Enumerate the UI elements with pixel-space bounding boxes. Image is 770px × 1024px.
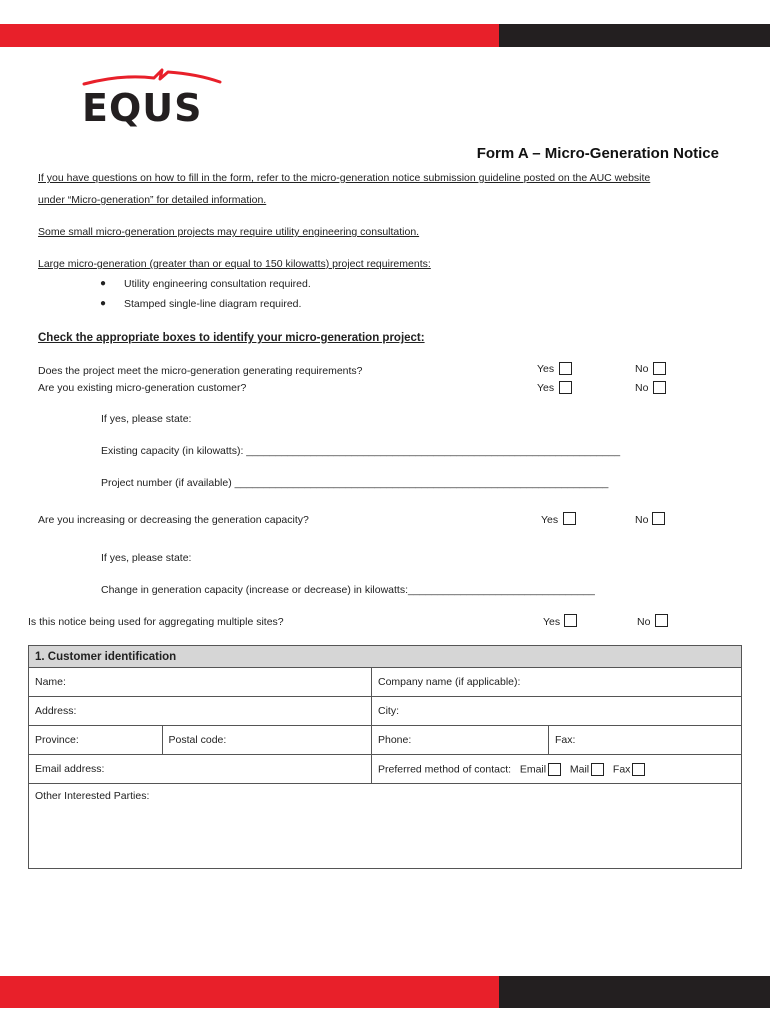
company-name-field[interactable]: Company name (if applicable):: [372, 668, 742, 697]
logo-text: EQUS: [82, 86, 203, 130]
intro-line-2: under “Micro-generation” for detailed information.: [38, 194, 267, 206]
if-yes-label-1: If yes, please state:: [101, 413, 192, 425]
contact-fax-checkbox[interactable]: [632, 763, 645, 776]
q1-no-label: No: [635, 363, 649, 375]
bullet-item-2: Stamped single-line diagram required.: [124, 298, 302, 310]
question-requirements: Does the project meet the micro-generation generating requirements?: [38, 365, 363, 377]
bullet-icon: ●: [100, 298, 107, 309]
q1-yes-checkbox[interactable]: [559, 362, 572, 375]
q1-no-checkbox[interactable]: [653, 362, 666, 375]
check-heading: Check the appropriate boxes to identify your micro-generation project:: [38, 332, 425, 344]
intro-line-1: If you have questions on how to fill in the form, refer to the micro-generation notice submission guideline posted on the AUC website: [38, 172, 651, 184]
customer-identification-table: [28, 645, 742, 869]
preferred-contact-label: Preferred method of contact:: [378, 762, 512, 775]
q3-no-label: No: [635, 514, 649, 526]
top-brand-bar: [0, 24, 770, 47]
q2-yes-checkbox[interactable]: [559, 381, 572, 394]
contact-mail-label: Mail: [569, 762, 590, 775]
q3-no-checkbox[interactable]: [652, 512, 665, 525]
large-projects-note: Large micro-generation (greater than or equal to 150 kilowatts) project requirements:: [38, 258, 431, 270]
contact-mail-checkbox[interactable]: [591, 763, 604, 776]
question-aggregating: Is this notice being used for aggregating multiple sites?: [28, 616, 284, 628]
small-projects-note: Some small micro-generation projects may require utility engineering consultation.: [38, 226, 420, 238]
q4-yes-label: Yes: [543, 616, 561, 628]
bottom-bar-red: [0, 976, 499, 1008]
top-bar-red: [0, 24, 499, 47]
top-bar-dark: [499, 24, 770, 47]
postal-code-field[interactable]: Postal code:: [162, 726, 372, 755]
bottom-brand-bar: [0, 976, 770, 1008]
other-interested-parties-field[interactable]: Other Interested Parties:: [29, 784, 742, 869]
q2-yes-label: Yes: [537, 382, 555, 394]
preferred-contact-cell: [372, 755, 742, 784]
if-yes-label-2: If yes, please state:: [101, 552, 192, 564]
q4-no-label: No: [637, 616, 651, 628]
phone-field[interactable]: Phone:: [372, 726, 549, 755]
question-existing-customer: Are you existing micro-generation customer?: [38, 382, 247, 394]
bullet-item-1: Utility engineering consultation required.: [124, 278, 311, 290]
project-number-field[interactable]: Project number (if available) ________________________________________________________________: [101, 477, 609, 489]
bottom-bar-dark: [499, 976, 770, 1008]
email-address-field[interactable]: Email address:: [29, 755, 372, 784]
page-title: Form A – Micro-Generation Notice: [476, 145, 719, 162]
province-field[interactable]: Province:: [29, 726, 163, 755]
change-capacity-field[interactable]: Change in generation capacity (increase or decrease) in kilowatts:________________________________: [101, 584, 595, 596]
name-field[interactable]: Name:: [29, 668, 372, 697]
q2-no-checkbox[interactable]: [653, 381, 666, 394]
address-field[interactable]: Address:: [29, 697, 372, 726]
contact-email-label: Email: [519, 762, 547, 775]
q4-no-checkbox[interactable]: [655, 614, 668, 627]
customer-section-heading: 1. Customer identification: [29, 646, 742, 668]
contact-fax-label: Fax: [612, 762, 631, 775]
city-field[interactable]: City:: [372, 697, 742, 726]
question-capacity-change: Are you increasing or decreasing the generation capacity?: [38, 514, 309, 526]
q3-yes-checkbox[interactable]: [563, 512, 576, 525]
q1-yes-label: Yes: [537, 363, 555, 375]
contact-email-checkbox[interactable]: [548, 763, 561, 776]
q2-no-label: No: [635, 382, 649, 394]
q4-yes-checkbox[interactable]: [564, 614, 577, 627]
existing-capacity-field[interactable]: Existing capacity (in kilowatts): ________________________________________________________________: [101, 445, 621, 457]
fax-field[interactable]: Fax:: [549, 726, 742, 755]
bullet-icon: ●: [100, 278, 107, 289]
q3-yes-label: Yes: [541, 514, 559, 526]
